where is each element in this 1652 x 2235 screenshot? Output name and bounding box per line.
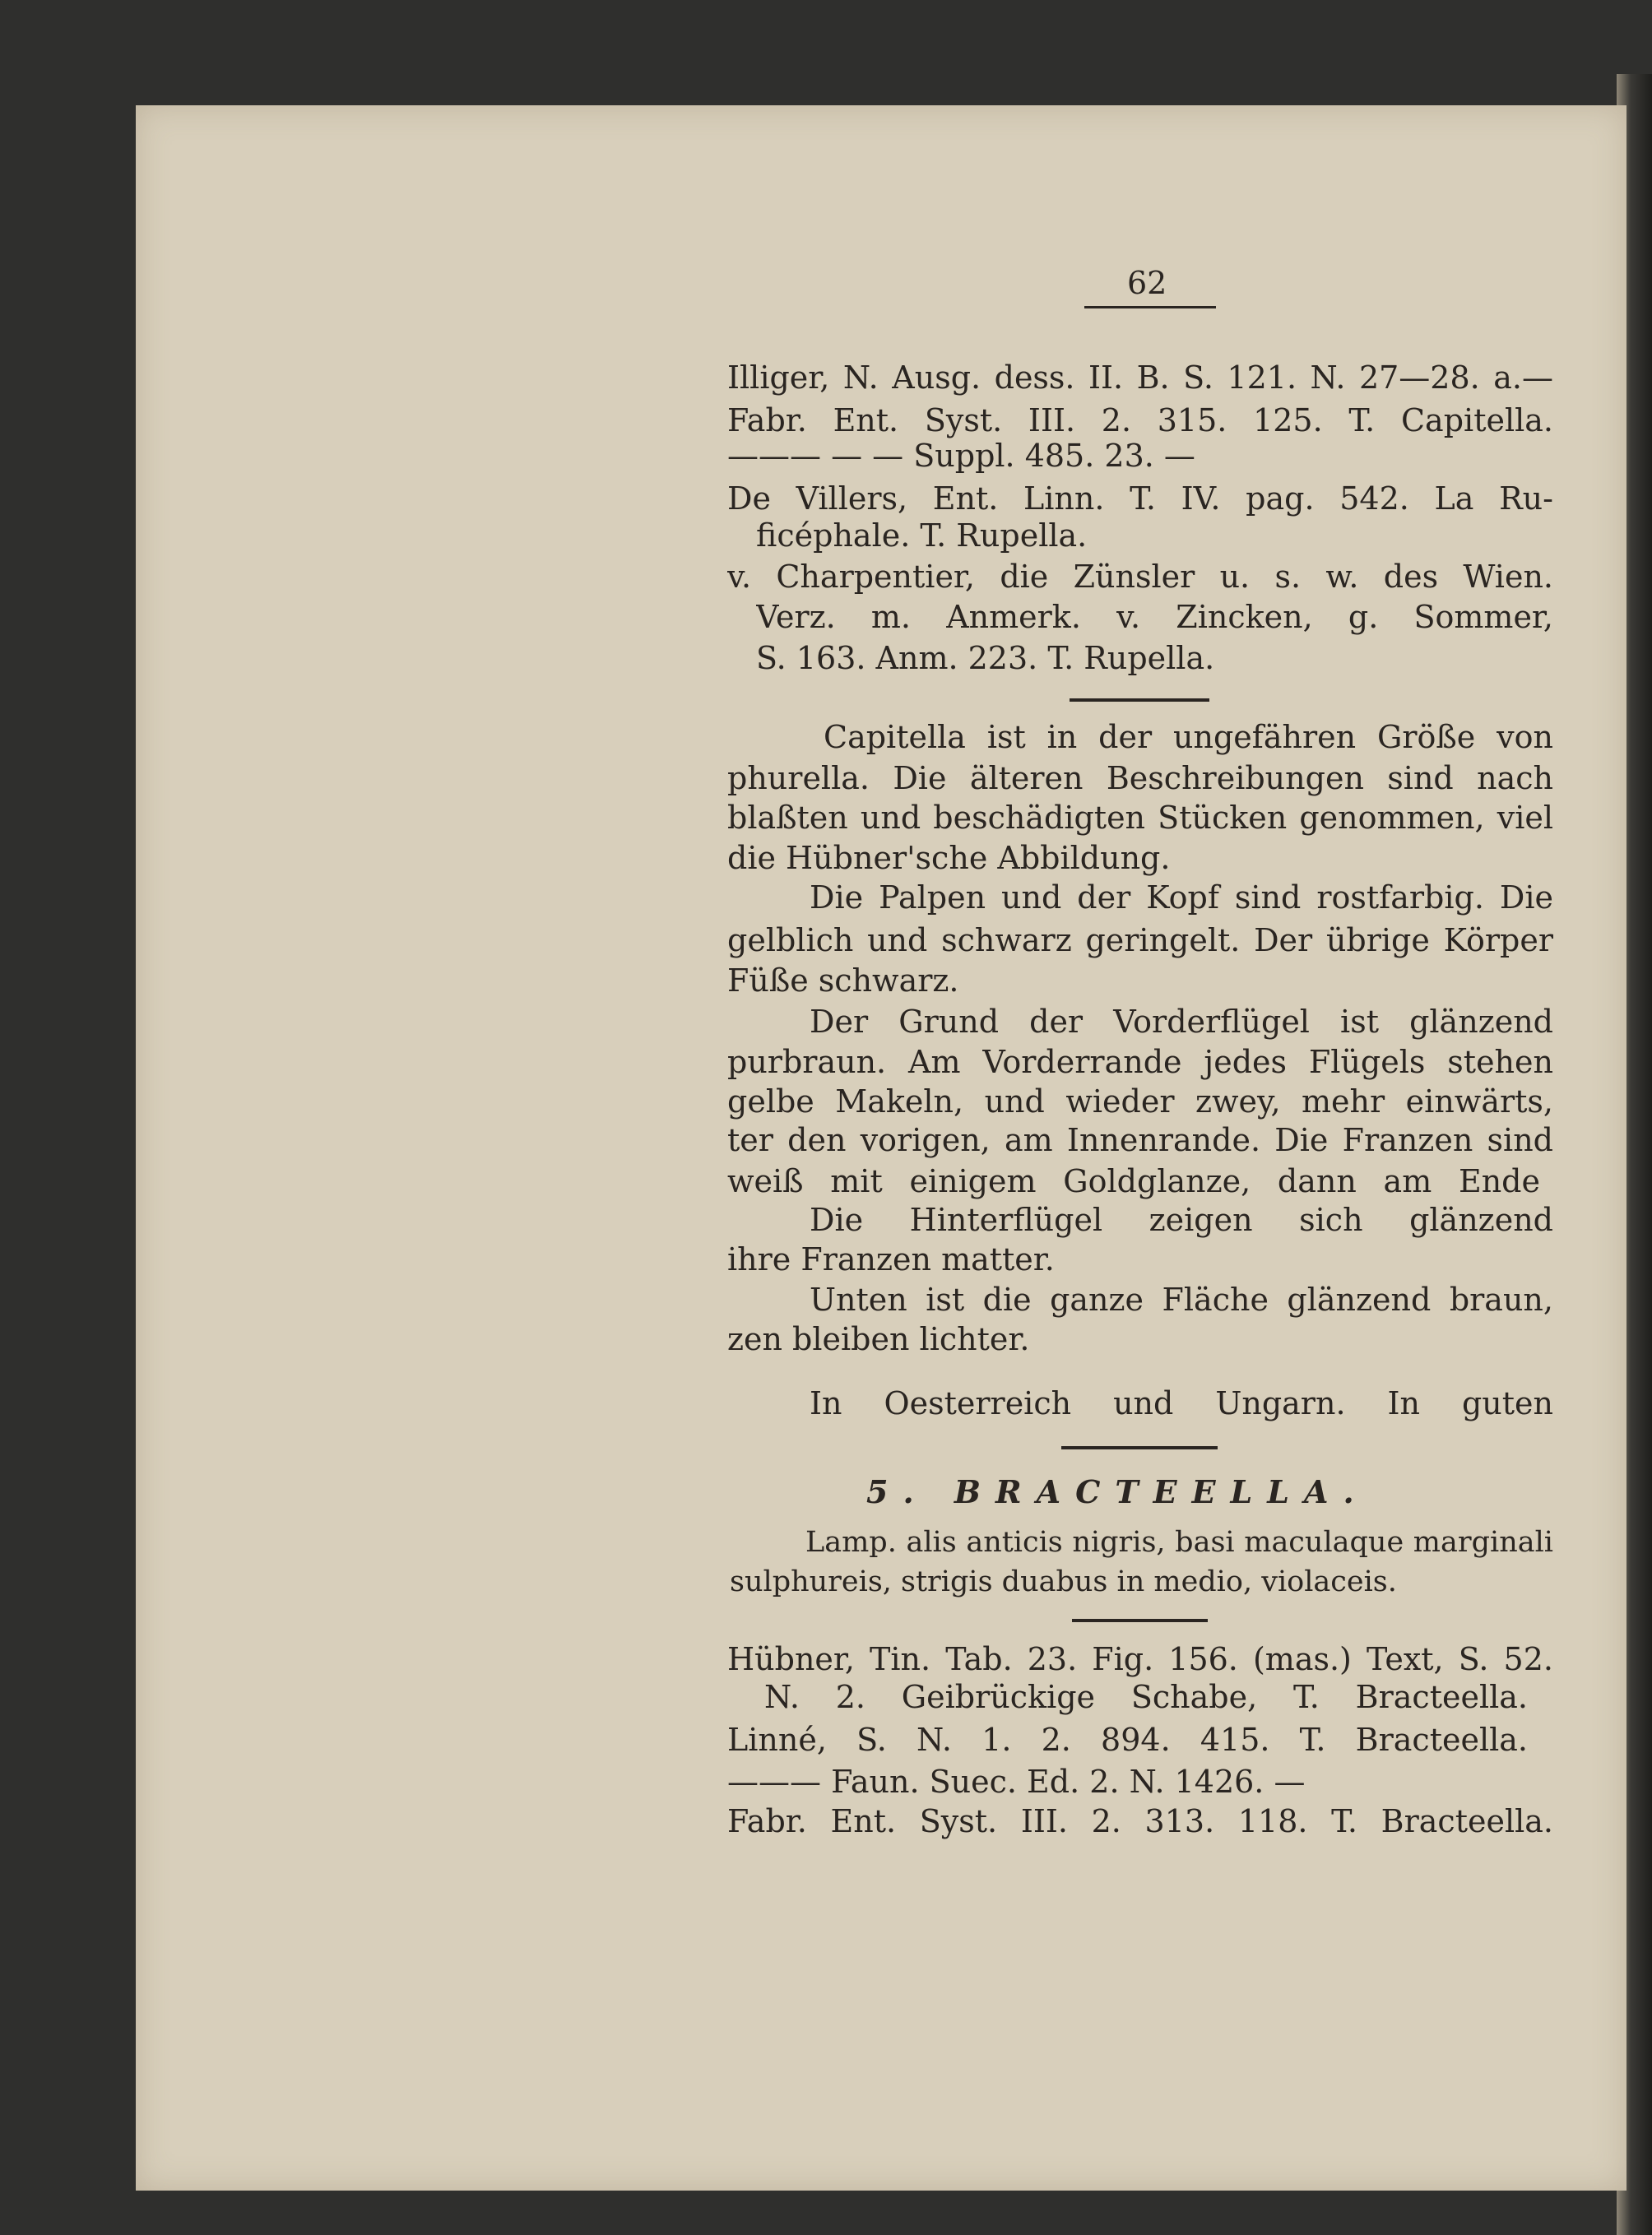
reference-line: Hübner, Tin. Tab. 23. Fig. 156. (mas.) Text, S. 52.: [727, 1641, 1553, 1677]
text-line: v. Charpentier, die Zünsler u. s. w. des Wien.: [727, 559, 1553, 595]
text-line: Der Grund der Vorderflügel ist glänzend: [810, 1004, 1553, 1040]
text-line: purbraun. Am Vorderrande jedes Flügels stehen: [727, 1044, 1553, 1080]
text-line: weiß mit einigem Goldglanze, dann am Ende: [727, 1163, 1540, 1199]
text-line: zen bleiben lichter.: [727, 1321, 1030, 1357]
reference-line: Fabr. Ent. Syst. III. 2. 313. 118. T. Bracteella.: [727, 1803, 1553, 1839]
page-number-rule: [1084, 306, 1216, 308]
species-heading: 5. BRACTEELLA.: [866, 1473, 1369, 1510]
text-line: ficéphale. T. Rupella.: [756, 517, 1088, 554]
text-line: Illiger, N. Ausg. dess. II. B. S. 121. N. 27—28. a.—: [727, 359, 1553, 396]
section-rule: [1061, 1446, 1218, 1449]
text-line: ihre Franzen matter.: [727, 1241, 1055, 1277]
text-line: Unten ist die ganze Fläche glänzend braun,: [810, 1282, 1553, 1318]
reference-line: Linné, S. N. 1. 2. 894. 415. T. Bracteella.: [727, 1722, 1528, 1758]
text-line: Die Hinterflügel zeigen sich glänzend: [810, 1202, 1553, 1238]
section-rule: [1070, 698, 1209, 702]
reference-line: ——— Faun. Suec. Ed. 2. N. 1426. —: [727, 1764, 1306, 1800]
text-line: ter den vorigen, am Innenrande. Die Franzen sind: [727, 1122, 1553, 1158]
page-number: 62: [1127, 265, 1167, 301]
text-line: S. 163. Anm. 223. T. Rupella.: [756, 640, 1215, 676]
text-line: Fabr. Ent. Syst. III. 2. 315. 125. T. Capitella.: [727, 402, 1553, 438]
text-line: ——— — — Suppl. 485. 23. —: [727, 438, 1195, 474]
text-line: Verz. m. Anmerk. v. Zincken, g. Sommer,: [756, 599, 1553, 635]
text-line: gelblich und schwarz geringelt. Der übrige Körper: [727, 922, 1553, 958]
reference-line: N. 2. Geibrückige Schabe, T. Bracteella.: [764, 1679, 1528, 1715]
section-rule: [1072, 1619, 1208, 1622]
latin-diagnosis-line: sulphureis, strigis duabus in medio, violaceis.: [730, 1565, 1397, 1598]
latin-diagnosis-line: Lamp. alis anticis nigris, basi maculaque marginali: [805, 1526, 1553, 1559]
text-line: Die Palpen und der Kopf sind rostfarbig. Die: [810, 879, 1553, 916]
text-line: In Oesterreich und Ungarn. In guten: [810, 1385, 1553, 1421]
text-line: Füße schwarz.: [727, 962, 959, 999]
text-line: gelbe Makeln, und wieder zwey, mehr einwärts,: [727, 1083, 1553, 1120]
text-line: De Villers, Ent. Linn. T. IV. pag. 542. La Ru-: [727, 480, 1553, 517]
text-line: phurella. Die älteren Beschreibungen sind nach: [727, 760, 1553, 796]
text-line: die Hübner'sche Abbildung.: [727, 840, 1171, 876]
text-line: blaßten und beschädigten Stücken genommen, viel: [727, 800, 1553, 836]
text-line: Capitella ist in der ungefähren Größe von: [824, 719, 1553, 755]
